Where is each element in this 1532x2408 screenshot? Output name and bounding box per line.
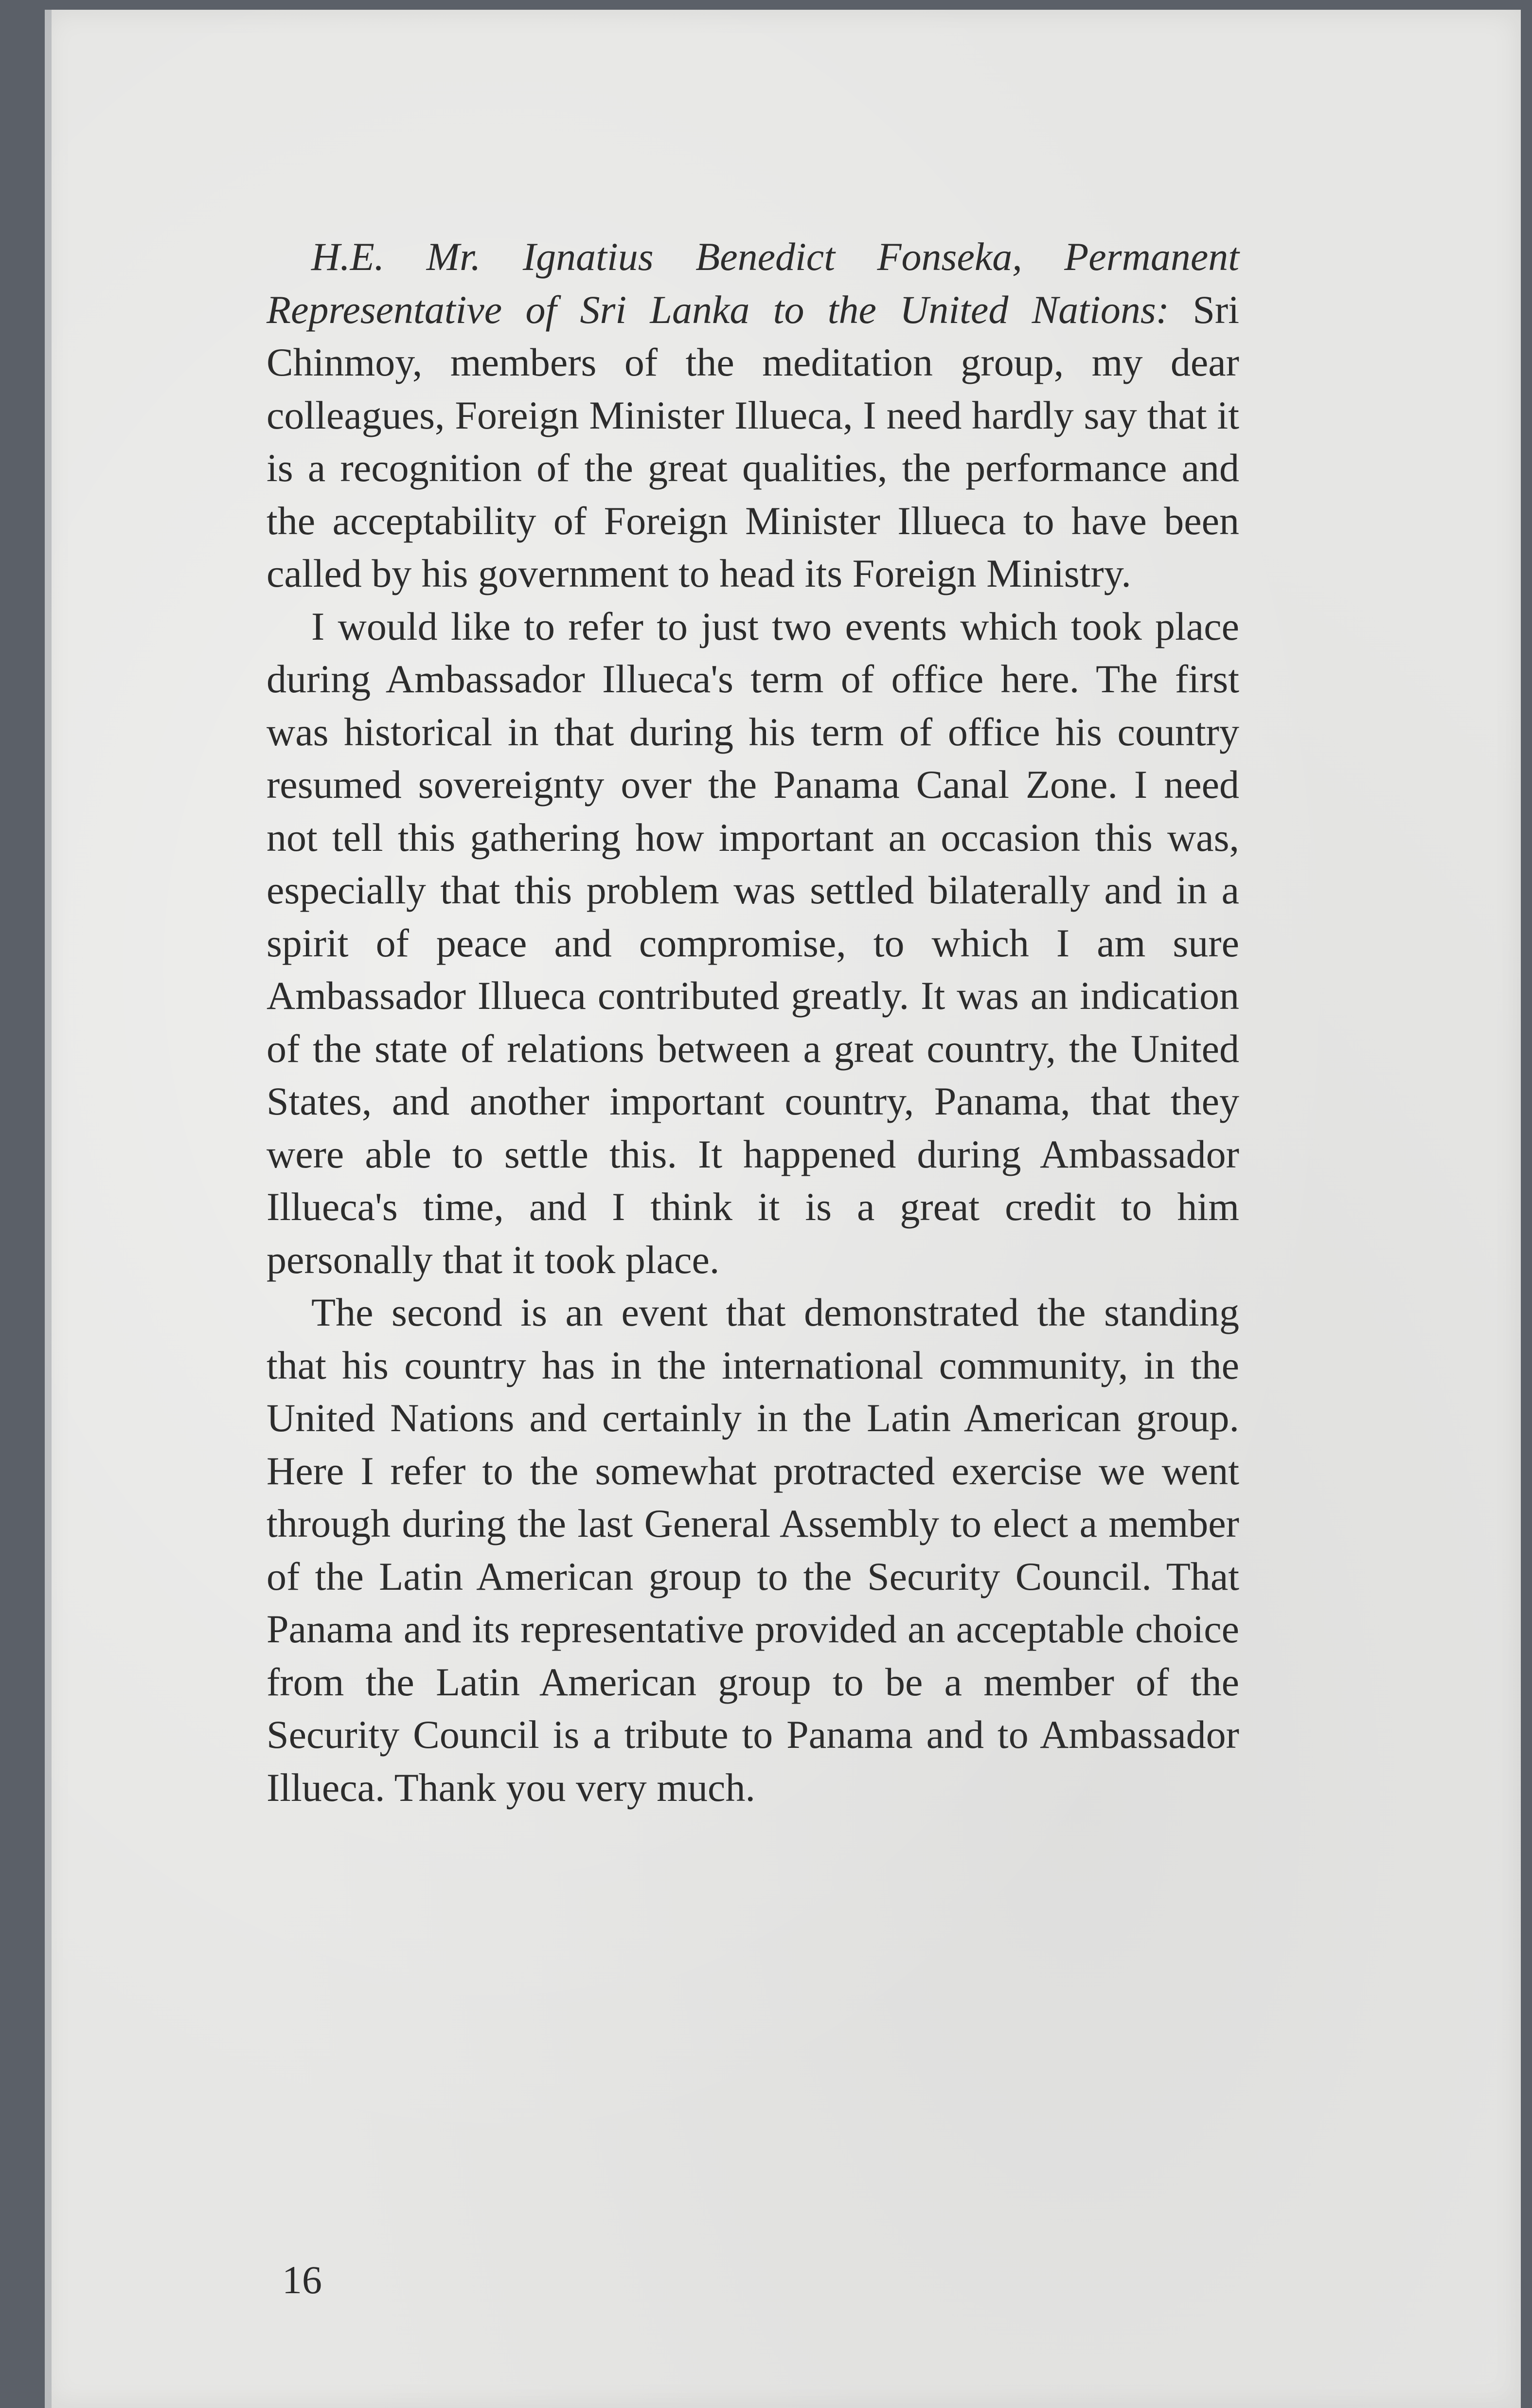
speech-paragraph-1 xyxy=(267,231,1239,600)
page-number: 16 xyxy=(282,2258,322,2302)
page-edge xyxy=(45,10,52,2408)
speech-paragraph-2: I would like to refer to just two events which took place during Ambassador Illueca's term of office here. The first was historical in that during his term of office his country resumed sovereignty over the Panama Canal Zone. I need not tell this gathering how important an occasion this was, especially that this problem was settled bilaterally and in a spirit of peace and compromise, to which I am sure Ambassador Illueca contributed greatly. It was an indication of the state of relations between a great country, the United States, and another important country, Panama, that they were able to settle this. It happened during Ambassador Illueca's time, and I think it is a great credit to him personally that it took place. xyxy=(267,604,1239,1282)
speech-paragraph-3: The second is an event that demonstrated the standing that his country has in the international community, in the United Nations and certainly in the Latin American group. Here I refer to the somewhat protracted exercise we went through during the last General Assembly to elect a member of the Latin American group to the Security Council. That Panama and its representative provided an acceptable choice from the Latin American group to be a member of the Security Council is a tribute to Panama and to Ambassador Illueca. Thank you very much. xyxy=(267,1290,1239,1810)
paragraph-1-text: Sri Chinmoy, members of the meditation group, my dear colleagues, Foreign Minister Illueca, I need hardly say that it is a recognition of the great qualities, the performance and the acceptability of Foreign Minister Illueca to have been called by his government to head its Foreign Ministry. xyxy=(267,287,1240,595)
speaker-attribution: H.E. Mr. Ignatius Benedict Fonseka, Permanent Representative of Sri Lanka to the United Nations: xyxy=(267,234,1239,332)
speech-text xyxy=(267,231,1239,1814)
